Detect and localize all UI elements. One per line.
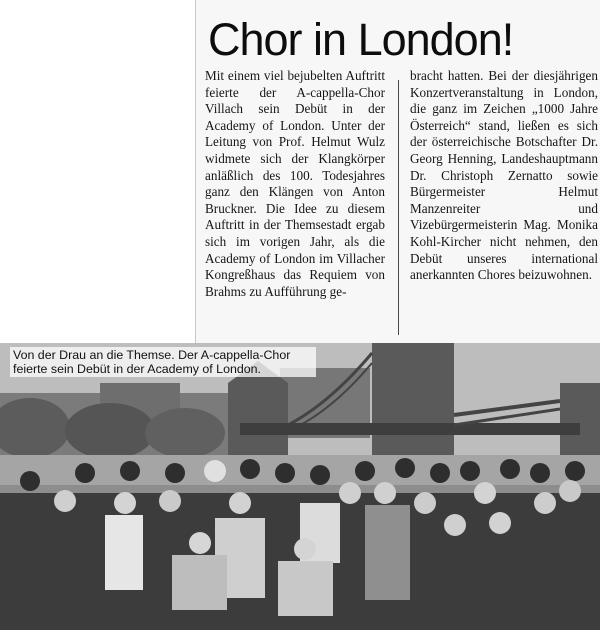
column-divider — [398, 80, 399, 335]
article-paragraph: Mit einem viel bejubelten Auftritt feierte der A-cappella-Chor Villach sein Debüt in der Academy of London. Unter der Leitung von Prof. Helmut Wulz widmete sich der Klangkörper anläßlich des 100. Todesjahres ganz den Klängen von Anton Bruckner. Die Idee zu diesem Auftritt in der Themsestadt ergab sich im vorigen Jahr, als die Academy of London im Villacher Kongreßhaus das Requiem von Brahms zu Aufführung ge- — [205, 68, 385, 299]
group-photo — [0, 343, 600, 630]
choir-photo-illustration — [0, 343, 600, 630]
photo-caption: Von der Drau an die Themse. Der A-cappella-Chor feierte sein Debüt in der Academy of London. — [10, 347, 316, 377]
article-paragraph: bracht hatten. Bei der diesjährigen Konzertveranstaltung in London, die ganz im Zeichen „1000 Jahre Österreich“ stand, ließen es sich der österreichische Botschafter Dr. Georg Henning, Landeshauptmann Dr. Christoph Zernatto sowie Bürgermeister Helmut Manzenreiter und Vizebürgermeisterin Mag. Monika Kohl-Kircher nicht nehmen, den Debüt unseres international anerkannten Chores beizuwohnen. — [410, 68, 598, 283]
article-column-2 — [410, 68, 598, 284]
page-margin — [0, 0, 195, 340]
article-headline: Chor in London! — [208, 14, 514, 65]
article-column-1 — [205, 68, 385, 300]
